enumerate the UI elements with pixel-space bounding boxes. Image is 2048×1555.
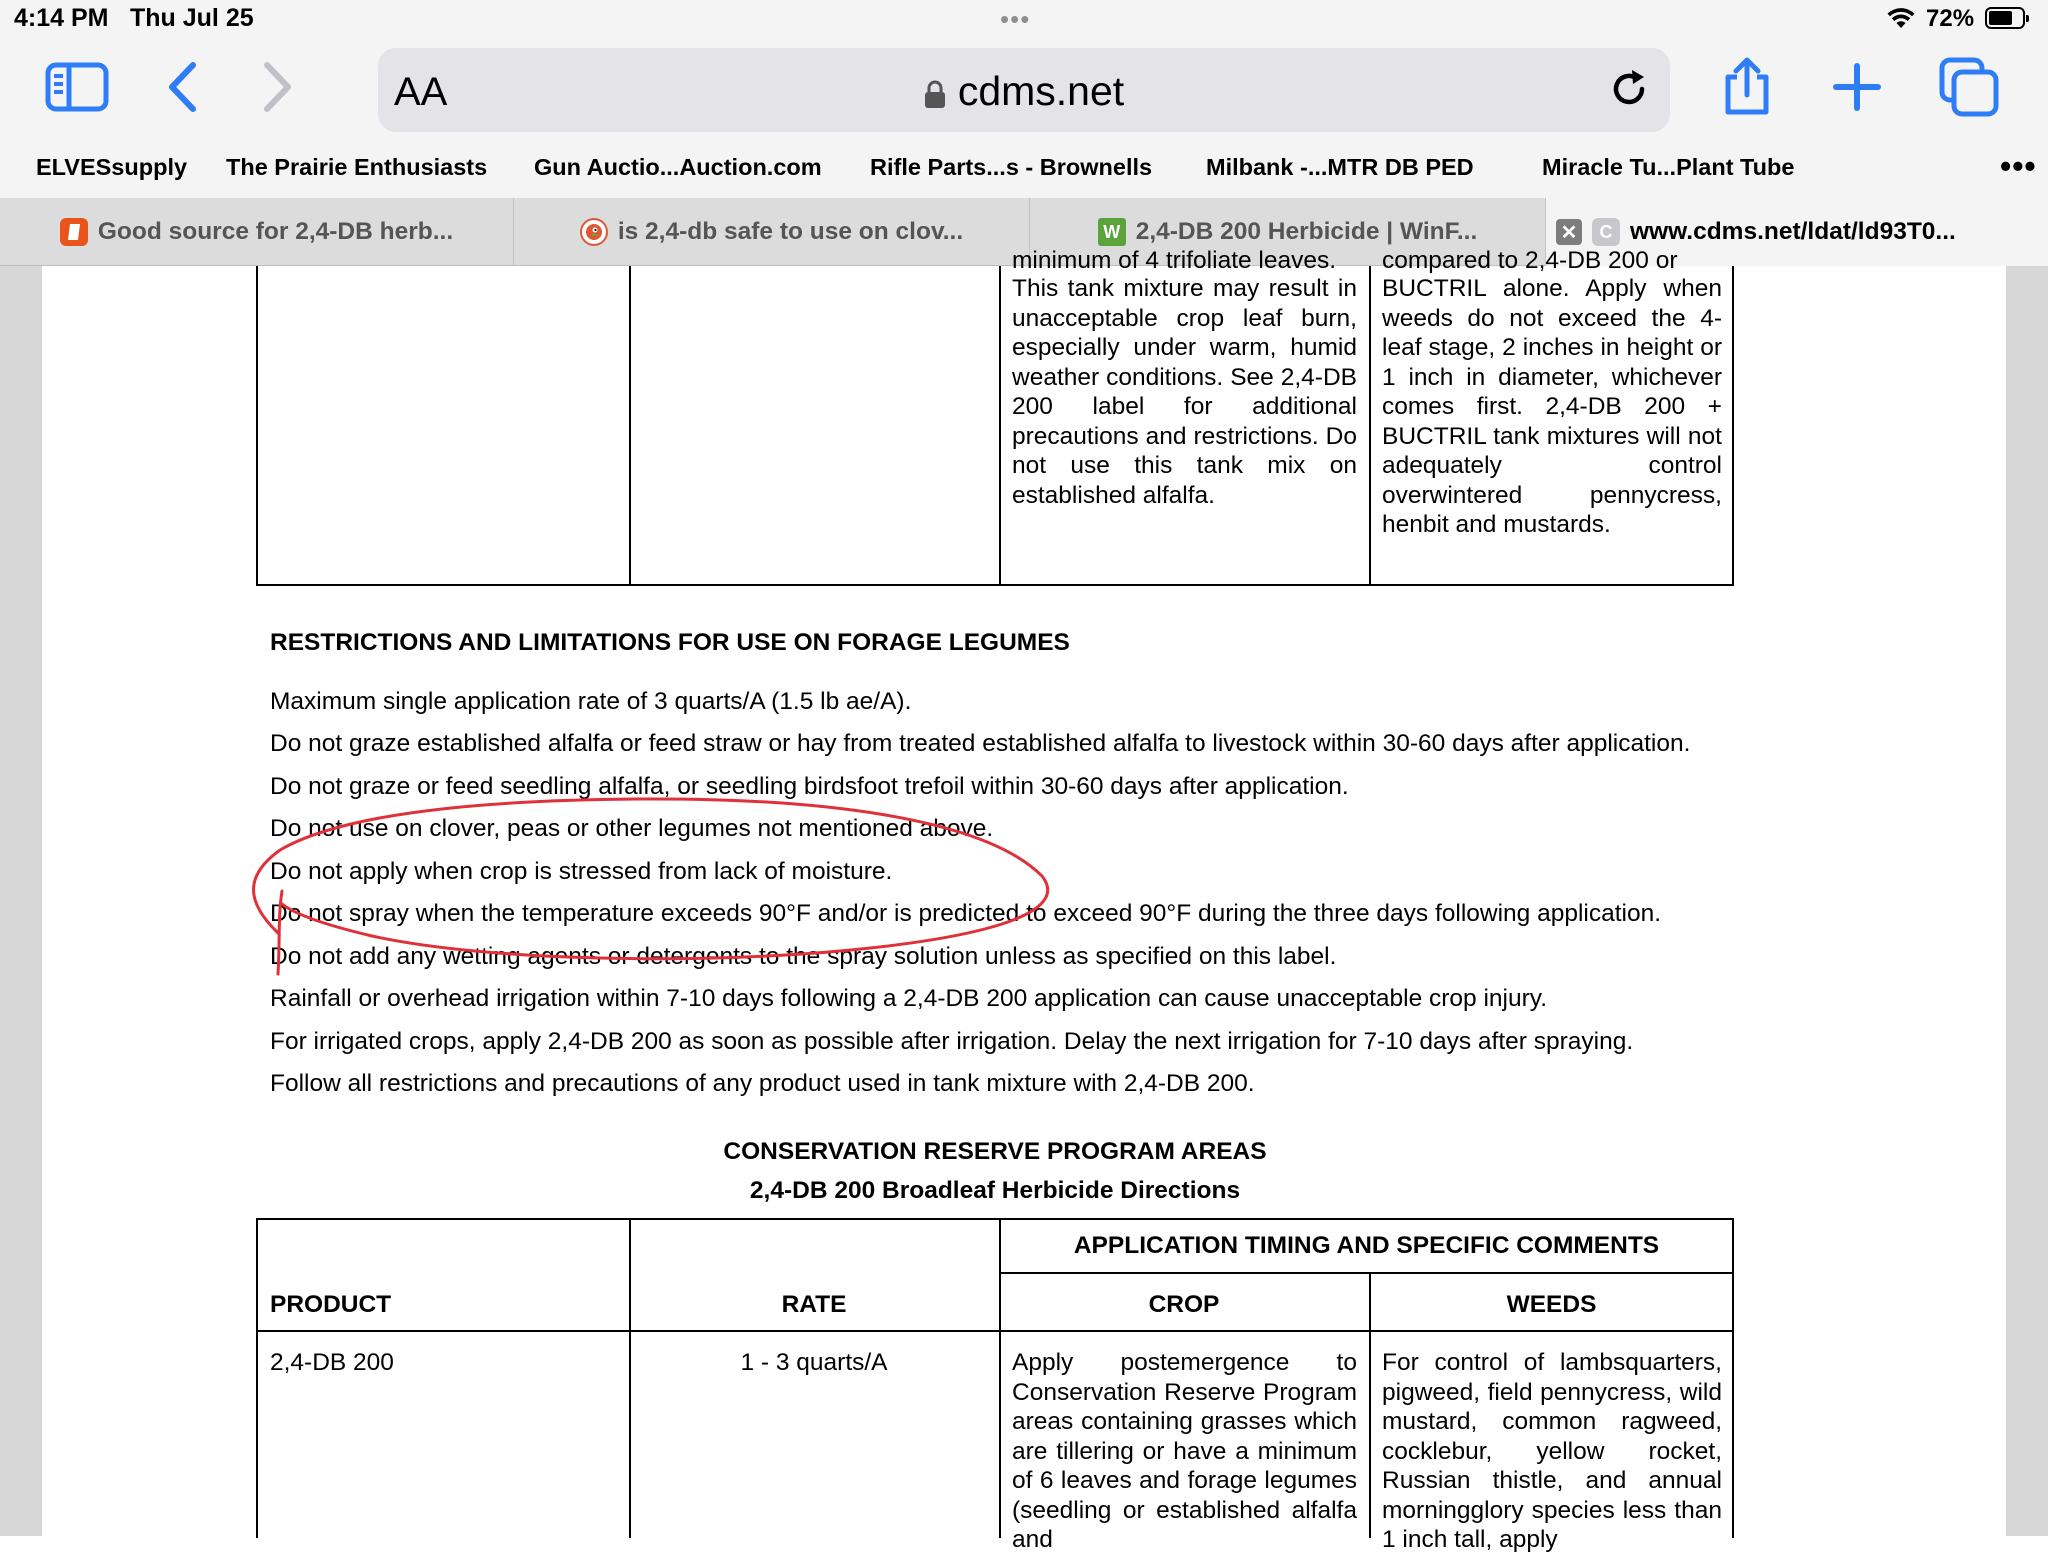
restrictions-heading: RESTRICTIONS AND LIMITATIONS FOR USE ON FORAGE LEGUMES — [270, 629, 1070, 656]
table-cell-rate: 1 - 3 quarts/A — [740, 1349, 888, 1376]
duckduckgo-favicon-icon — [580, 218, 608, 246]
back-icon[interactable] — [148, 56, 218, 118]
tab-good-source[interactable] — [0, 198, 514, 266]
orange-favicon-icon — [60, 218, 88, 246]
crp-heading: CONSERVATION RESERVE PROGRAM AREAS — [723, 1138, 1267, 1165]
table-cell-weeds: For control of lambsquarters, pigweed, field pennycress, wild mustard, common ragweed, cocklebur, yellow rocket, Russian thistle, and annual morningglory species less than 1 inch tall, apply — [1382, 1349, 1722, 1553]
wifi-icon — [1886, 6, 1916, 35]
restriction-line: Do not graze established alfalfa or feed straw or hay from treated established alfalfa to livestock within 30-60 days after application. — [270, 730, 1691, 757]
restriction-line: Do not graze or feed seedling alfalfa, or seedling birdsfoot trefoil within 30-60 days after application. — [270, 773, 1349, 800]
restriction-line: Rainfall or overhead irrigation within 7-10 days following a 2,4-DB 200 application can cause unacceptable crop injury. — [270, 985, 1548, 1012]
crop-cell: This tank mixture may result in unacceptable crop leaf burn, especially under warm, humid weather conditions. See 2,4-DB 200 label for additional precautions and restrictions. Do not use this tank mix on established alfalfa. — [1012, 275, 1357, 509]
share-icon[interactable] — [1712, 56, 1782, 118]
cdms-favicon-icon: C — [1592, 218, 1620, 246]
table-header-weeds: WEEDS — [1506, 1291, 1597, 1318]
table-border — [256, 1330, 1734, 1332]
crop-cell-partial: minimum of 4 trifoliate leaves. — [1012, 247, 1337, 274]
tab-is-safe-clover[interactable] — [514, 198, 1030, 266]
restriction-line: Do not spray when the temperature exceeds 90°F and/or is predicted to exceed 90°F during the three days following application. — [270, 900, 1662, 927]
restriction-line: Follow all restrictions and precautions of any product used in tank mixture with 2,4-DB 200. — [270, 1070, 1255, 1097]
table-border — [999, 266, 1001, 586]
restriction-line: Do not apply when crop is stressed from lack of moisture. — [270, 858, 893, 885]
restriction-line: For irrigated crops, apply 2,4-DB 200 as soon as possible after irrigation. Delay the next irrigation for 7-10 days after spraying. — [270, 1028, 1634, 1055]
restriction-line: Do not use on clover, peas or other legumes not mentioned above. — [270, 815, 994, 842]
table-border — [999, 1218, 1001, 1538]
more-favorites-icon[interactable]: ••• — [2000, 148, 2037, 184]
battery-icon — [1985, 7, 2025, 29]
table-border — [1732, 1218, 1734, 1538]
favorite-link[interactable]: Gun Auctio...Auction.com — [534, 154, 822, 180]
favorite-link[interactable]: The Prairie Enthusiasts — [226, 154, 488, 180]
status-time: 4:14 PM — [14, 4, 109, 32]
favorites-bar — [0, 148, 2048, 198]
battery-percent: 72% — [1926, 5, 1975, 32]
table-header-rate: RATE — [781, 1291, 847, 1318]
restriction-line: Maximum single application rate of 3 quarts/A (1.5 lb ae/A). — [270, 688, 912, 715]
close-tab-icon[interactable]: ✕ — [1556, 219, 1582, 245]
table-header-crop: CROP — [1148, 1291, 1220, 1318]
tab-label: 2,4-DB 200 Herbicide | WinF... — [1135, 218, 1478, 245]
browser-toolbar — [0, 40, 2048, 148]
sidebar-icon[interactable] — [42, 56, 112, 118]
multitasking-dots-icon[interactable]: ••• — [1000, 4, 1031, 34]
table-border — [256, 1218, 1734, 1220]
favorite-link[interactable]: Milbank -...MTR DB PED — [1206, 154, 1474, 180]
url-field[interactable] — [378, 68, 1670, 115]
reload-icon[interactable] — [1606, 66, 1652, 117]
table-border — [999, 1272, 1734, 1274]
restriction-line: Do not add any wetting agents or detergents to the spray solution unless as specified on this label. — [270, 943, 1337, 970]
lock-icon — [924, 79, 946, 109]
address-bar[interactable] — [378, 48, 1670, 132]
table-border — [629, 266, 631, 586]
table-border — [256, 266, 258, 586]
table-cell-crop: Apply postemergence to Conservation Reserve Program areas containing grasses which are tillering or have a minimum of 6 leaves and forage legumes (seedling or established alfalfa and — [1012, 1349, 1357, 1553]
tab-label: Good source for 2,4-DB herb... — [97, 218, 454, 245]
new-tab-icon[interactable] — [1822, 56, 1892, 118]
weeds-cell: BUCTRIL alone. Apply when weeds do not exceed the 4-leaf stage, 2 inches in height or 1 inch in diameter, whichever comes first. 2,4-DB 200 + BUCTRIL tank mixtures will not adequately control overwintered pennycress, henbit and mustards. — [1382, 275, 1722, 538]
crp-subheading: 2,4-DB 200 Broadleaf Herbicide Directions — [749, 1177, 1241, 1204]
tab-label: is 2,4-db safe to use on clov... — [617, 218, 964, 245]
status-date: Thu Jul 25 — [130, 4, 254, 32]
weeds-cell-partial: compared to 2,4-DB 200 or — [1382, 247, 1678, 274]
tab-label: www.cdms.net/ldat/ld93T0... — [1630, 218, 1956, 245]
forward-icon[interactable] — [242, 56, 312, 118]
favorite-link[interactable]: Rifle Parts...s - Brownells — [870, 154, 1153, 180]
tab-overview-icon[interactable] — [1934, 56, 2004, 118]
table-header-product: PRODUCT — [270, 1291, 392, 1318]
table-border — [256, 584, 1734, 586]
text-size-label: AA — [394, 70, 448, 114]
winfield-favicon-icon: W — [1098, 218, 1126, 246]
red-circle-annotation — [222, 726, 1102, 986]
table-header-span: APPLICATION TIMING AND SPECIFIC COMMENTS — [1073, 1232, 1660, 1259]
pdf-page — [42, 247, 2006, 1553]
table-cell-product: 2,4-DB 200 — [270, 1349, 394, 1376]
web-content[interactable] — [0, 247, 2048, 1553]
table-border — [256, 1218, 258, 1538]
table-border — [1369, 266, 1371, 586]
favorite-link[interactable]: Miracle Tu...Plant Tube — [1542, 154, 1795, 180]
table-border — [629, 1218, 631, 1538]
favorite-link[interactable]: ELVESsupply — [36, 154, 188, 180]
url-text: cdms.net — [957, 68, 1125, 114]
status-bar — [0, 0, 2048, 40]
table-border — [1732, 266, 1734, 586]
